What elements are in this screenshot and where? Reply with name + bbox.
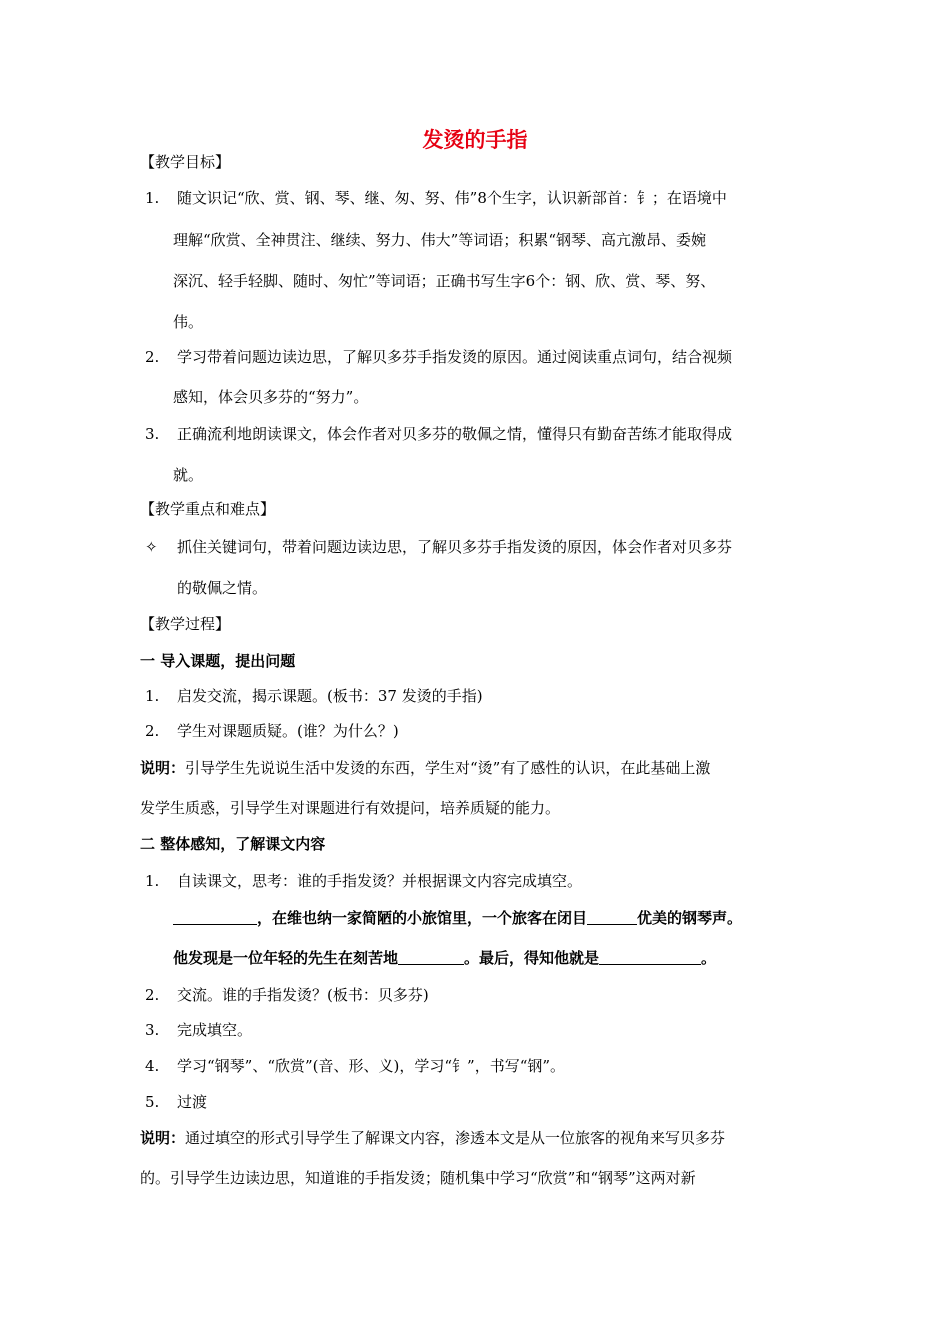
part-1-heading: 一 导入课题，提出问题 <box>140 652 296 670</box>
part-2-step-4: 4. 学习“钢琴”、“欣赏”(音、形、义)，学习“钅”，书写“钢”。 <box>145 1057 566 1075</box>
fill-blank-3[interactable] <box>398 948 464 965</box>
part-2-note-line-1: 说明：通过填空的形式引导学生了解课文内容，渗透本文是从一位旅客的视角来写贝多芬 <box>140 1129 726 1147</box>
part-2-step-3: 3. 完成填空。 <box>145 1021 253 1039</box>
document-title: 发烫的手指 <box>422 128 528 152</box>
part-1-step-1: 1. 启发交流，揭示课题。(板书：37 发烫的手指) <box>145 687 483 705</box>
part-2-heading: 二 整体感知，了解课文内容 <box>140 835 326 853</box>
part-2-step-2: 2. 交流。谁的手指发烫？(板书：贝多芬) <box>145 986 429 1004</box>
bullet-icon: ✧ <box>145 538 158 556</box>
section-goals-heading: 【教学目标】 <box>140 153 231 171</box>
goal-2-number: 2. <box>145 348 160 366</box>
fill-blank-1[interactable] <box>173 908 257 925</box>
part-2-step-1: 1. 自读课文，思考：谁的手指发烫？并根据课文内容完成填空。 <box>145 872 583 890</box>
goal-3-line-2: 就。 <box>173 466 204 484</box>
note-label: 说明： <box>140 1129 186 1147</box>
goal-1-line-2: 理解“欣赏、全神贯注、继续、努力、伟大”等词语；积累“钢琴、高亢激昂、委婉 <box>173 231 707 249</box>
goal-3-number: 3. <box>145 425 160 443</box>
goal-2-line-1: 2. 学习带着问题边读边思，了解贝多芬手指发烫的原因。通过阅读重点词句，结合视频 <box>145 348 733 366</box>
goal-2-line-2: 感知，体会贝多芬的“努力”。 <box>173 388 369 406</box>
goal-3-line-1: 3. 正确流利地朗读课文，体会作者对贝多芬的敬佩之情，懂得只有勤奋苦练才能取得成 <box>145 425 733 443</box>
key-line-2: 的敬佩之情。 <box>177 579 268 597</box>
section-key-heading: 【教学重点和难点】 <box>140 500 276 518</box>
part-1-note-line-1: 说明：引导学生先说说生活中发烫的东西，学生对“烫”有了感性的认识，在此基础上激 <box>140 759 711 777</box>
part-2-step-5: 5. 过渡 <box>145 1093 208 1111</box>
goal-1-line-1: 1. 随文识记“欣、赏、钢、琴、继、匆、努、伟”8个生字，认识新部首：钅；在语境中 <box>145 189 727 207</box>
fill-blank-4[interactable] <box>599 948 701 965</box>
fill-blank-2[interactable] <box>587 908 637 925</box>
goal-1-line-4: 伟。 <box>173 313 204 331</box>
fill-in-line-1: ，在维也纳一家简陋的小旅馆里，一个旅客在闭目 优美的钢琴声。 <box>173 908 742 928</box>
note-label: 说明： <box>140 759 186 777</box>
part-1-note-line-2: 发学生质惑，引导学生对课题进行有效提问，培养质疑的能力。 <box>140 799 561 817</box>
part-1-step-2: 2. 学生对课题质疑。(谁？为什么？) <box>145 722 399 740</box>
part-2-note-line-2: 的。引导学生边读边思，知道谁的手指发烫；随机集中学习“欣赏”和“钢琴”这两对新 <box>140 1169 696 1187</box>
section-process-heading: 【教学过程】 <box>140 615 231 633</box>
goal-1-line-3: 深沉、轻手轻脚、随时、匆忙”等词语；正确书写生字6个：钢、欣、赏、琴、努、 <box>173 272 716 290</box>
fill-in-line-2: 他发现是一位年轻的先生在刻苦地 。最后，得知他就是 。 <box>173 949 717 967</box>
key-line-1: ✧ 抓住关键词句，带着问题边读边思，了解贝多芬手指发烫的原因，体会作者对贝多芬 <box>145 538 733 556</box>
goal-1-number: 1. <box>145 189 160 207</box>
